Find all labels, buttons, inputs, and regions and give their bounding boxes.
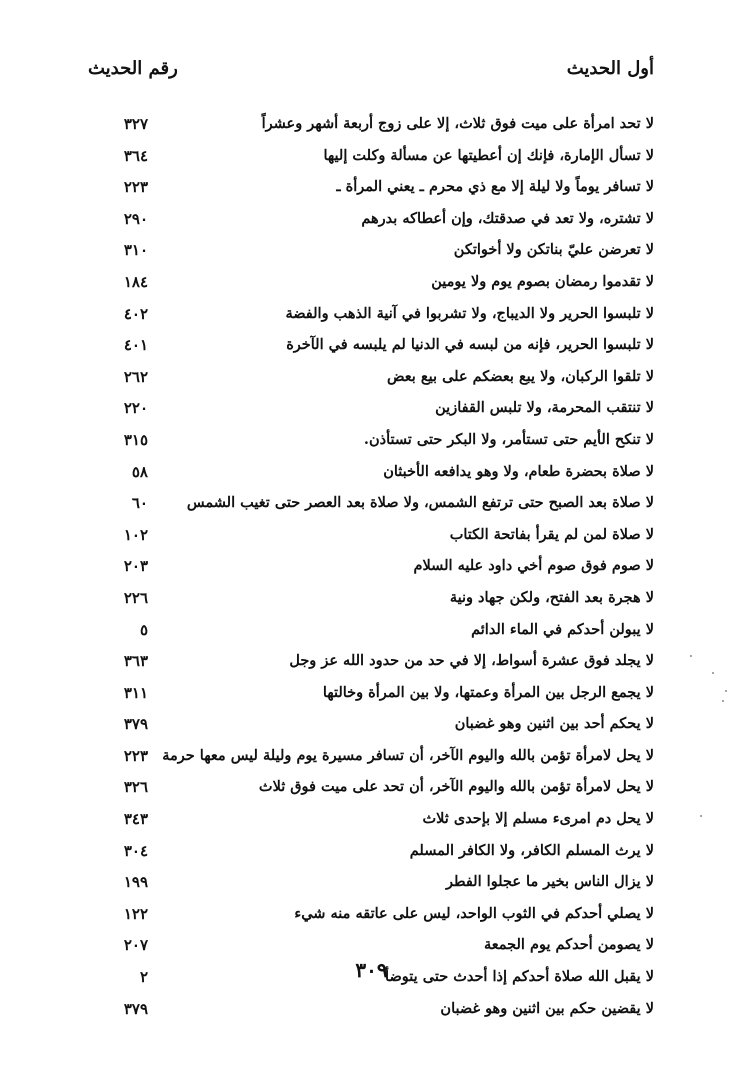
hadith-number: ٣١١	[123, 683, 148, 702]
index-entry	[60, 807, 654, 839]
hadith-opening-text: لا يقضين حكم بين اثنين وهو غضبان	[440, 999, 654, 1017]
hadith-number: ١٨٤	[123, 272, 148, 291]
page-header	[88, 58, 654, 88]
scan-speck	[690, 655, 692, 657]
hadith-opening-text: لا يحل لامرأة تؤمن بالله واليوم الآخر، أن تسافر مسيرة يوم وليلة ليس معها حرمة	[162, 746, 654, 764]
index-entry	[60, 112, 654, 144]
hadith-number: ٢٠٣	[123, 557, 148, 576]
scan-speck	[722, 700, 724, 702]
hadith-opening-text: لا يقبل الله صلاة أحدكم إذا أحدث حتى يتوضأ	[385, 968, 654, 986]
hadith-number: ٣١٥	[123, 430, 148, 449]
hadith-number: ٣٧٩	[123, 715, 148, 734]
index-entry	[60, 712, 654, 744]
index-entry	[60, 238, 654, 270]
index-entry	[60, 681, 654, 713]
hadith-number: ٥٨	[131, 462, 148, 481]
index-entry	[60, 744, 654, 776]
hadith-opening-text: لا يزال الناس بخير ما عجلوا الفطر	[445, 873, 654, 891]
hadith-opening-text: لا تلبسوا الحرير ولا الديباج، ولا تشربوا في آنية الذهب والفضة	[285, 304, 654, 322]
index-entry	[60, 902, 654, 934]
hadith-opening-text: لا صلاة بحضرة طعام، ولا وهو يدافعه الأخبثان	[383, 462, 654, 480]
hadith-number: ١٠٢	[123, 525, 148, 544]
hadith-number: ٢٦٢	[123, 367, 148, 386]
hadith-number: ١٢٢	[123, 904, 148, 923]
hadith-opening-text: لا صلاة لمن لم يقرأ بفاتحة الكتاب	[449, 525, 654, 543]
hadith-number: ٥	[139, 620, 148, 639]
index-entry	[60, 270, 654, 302]
index-entry	[60, 775, 654, 807]
hadith-opening-text: لا صلاة بعد الصبح حتى ترتفع الشمس، ولا صلاة بعد العصر حتى تغيب الشمس	[186, 494, 654, 512]
hadith-opening-text: لا هجرة بعد الفتح، ولكن جهاد ونية	[449, 588, 654, 606]
index-entry	[60, 997, 654, 1029]
hadith-opening-text: لا تنكح الأيم حتى تستأمر، ولا البكر حتى تستأذن.	[363, 430, 654, 448]
hadith-number: ٣٠٤	[123, 841, 148, 860]
hadith-opening-text: لا صوم فوق صوم أخي داود عليه السلام	[413, 557, 654, 575]
index-entry	[60, 554, 654, 586]
hadith-opening-text: لا يحل لامرأة تؤمن بالله واليوم الآخر، أن تحد على ميت فوق ثلاث	[258, 778, 654, 796]
hadith-number: ٣٧٩	[123, 999, 148, 1018]
hadith-number: ٣٦٣	[123, 652, 148, 671]
scan-speck	[712, 672, 714, 674]
index-entry	[60, 333, 654, 365]
hadith-number: ٣٢٦	[123, 778, 148, 797]
index-entry	[60, 460, 654, 492]
index-entry	[60, 870, 654, 902]
hadith-number: ٤٠٢	[123, 304, 148, 323]
index-entry	[60, 365, 654, 397]
index-entry	[60, 302, 654, 334]
index-entry	[60, 144, 654, 176]
hadith-opening-text: لا يرث المسلم الكافر، ولا الكافر المسلم	[409, 841, 654, 859]
hadith-opening-text: لا تعرضن عليّ بناتكن ولا أخواتكن	[453, 241, 654, 259]
hadith-opening-text: لا تحد امرأة على ميت فوق ثلاث، إلا على زوج أربعة أشهر وعشراً	[261, 115, 654, 132]
hadith-number: ٢٢٣	[123, 178, 148, 197]
scan-speck	[700, 815, 702, 817]
scan-speck	[725, 690, 727, 692]
hadith-opening-text: لا يحكم أحد بين اثنين وهو غضبان	[454, 715, 654, 733]
hadith-opening-text: لا يجلد فوق عشرة أسواط، إلا في حد من حدود الله عز وجل	[289, 652, 654, 670]
index-entry	[60, 491, 654, 523]
index-entry	[60, 428, 654, 460]
hadith-number: ٢	[139, 968, 148, 987]
page-number: ٣٠٩	[355, 958, 388, 982]
hadith-number: ٢٩٠	[123, 209, 148, 228]
hadith-number: ٤٠١	[123, 336, 148, 355]
hadith-number: ٢٢٠	[123, 399, 148, 418]
column-heading-first-of-hadith: أول الحديث	[566, 58, 654, 79]
column-heading-hadith-number: رقم الحديث	[88, 58, 178, 79]
hadith-opening-text: لا يجمع الرجل بين المرأة وعمتها، ولا بين المرأة وخالتها	[322, 683, 654, 701]
hadith-opening-text: لا تقدموا رمضان بصوم يوم ولا يومين	[431, 272, 654, 290]
hadith-number: ٢٠٧	[123, 936, 148, 955]
hadith-opening-text: لا تلبسوا الحرير، فإنه من لبسه في الدنيا لم يلبسه في الآخرة	[286, 336, 654, 354]
index-entry	[60, 523, 654, 555]
hadith-opening-text: لا يحل دم امرىء مسلم إلا بإحدى ثلاث	[422, 810, 654, 828]
hadith-index-list	[60, 112, 654, 1028]
index-entry	[60, 396, 654, 428]
index-entry	[60, 207, 654, 239]
hadith-opening-text: لا تشتره، ولا تعد في صدقتك، وإن أعطاكه بدرهم	[361, 209, 654, 227]
hadith-number: ٢٢٣	[123, 746, 148, 765]
index-entry	[60, 586, 654, 618]
hadith-number: ٣١٠	[123, 241, 148, 260]
index-entry	[60, 618, 654, 650]
hadith-number: ٣٤٣	[123, 810, 148, 829]
hadith-number: ٦٠	[131, 494, 148, 513]
hadith-opening-text: لا يصلي أحدكم في الثوب الواحد، ليس على عاتقه منه شيء	[294, 904, 654, 922]
hadith-opening-text: لا يبولن أحدكم في الماء الدائم	[471, 620, 654, 638]
hadith-opening-text: لا تلقوا الركبان، ولا يبع بعضكم على بيع بعض	[387, 367, 654, 385]
index-entry	[60, 175, 654, 207]
hadith-number: ١٩٩	[123, 873, 148, 892]
hadith-opening-text: لا يصومن أحدكم يوم الجمعة	[484, 936, 654, 954]
hadith-opening-text: لا تنتقب المحرمة، ولا تلبس القفازين	[435, 399, 654, 417]
index-entry	[60, 839, 654, 871]
hadith-opening-text: لا تسافر يوماً ولا ليلة إلا مع ذي محرم ـ يعني المرأة ـ	[336, 178, 654, 196]
hadith-number: ٣٢٧	[123, 115, 148, 133]
index-entry	[60, 649, 654, 681]
hadith-number: ٢٢٦	[123, 588, 148, 607]
hadith-number: ٣٦٤	[123, 146, 148, 165]
hadith-opening-text: لا تسأل الإمارة، فإنك إن أعطيتها عن مسألة وكلت إليها	[323, 146, 654, 164]
